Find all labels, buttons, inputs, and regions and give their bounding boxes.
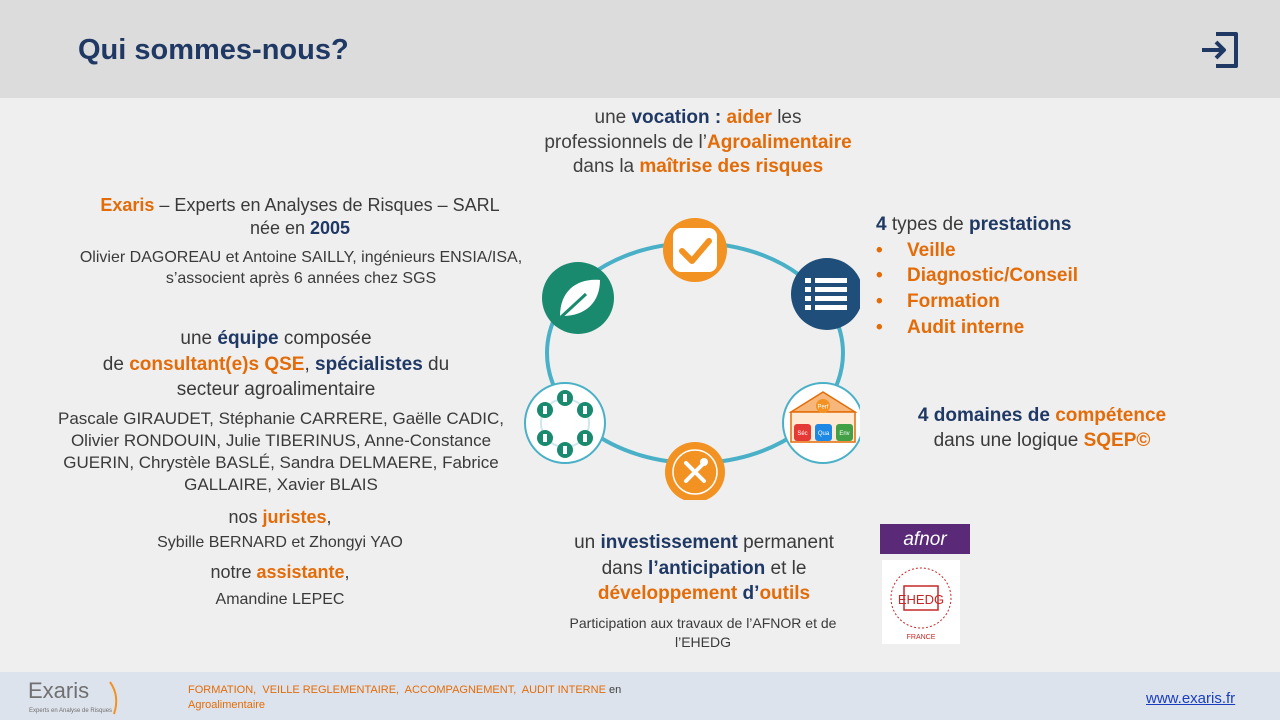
company-intro: Exaris – Experts en Analyses de Risques – SARL née en 2005 xyxy=(100,195,500,239)
juristes-names: Sybille BERNARD et Zhongyi YAO xyxy=(157,534,403,551)
website-link[interactable]: www.exaris.fr xyxy=(1146,690,1236,707)
ehedg-logo-text: EHEDG xyxy=(897,592,945,607)
services-diagram xyxy=(520,210,860,500)
afnor-logo-text: afnor xyxy=(903,529,947,550)
investissement-text: un investissement permanent dans l’anticipation et le développement d’outils xyxy=(574,532,834,605)
ehedg-country: FRANCE xyxy=(906,634,936,641)
check-icon xyxy=(663,218,727,282)
ehedg-logo xyxy=(882,560,960,644)
perf-label: Perf xyxy=(817,404,829,411)
founders-text: Olivier DAGOREAU et Antoine SAILLY, ingénieurs ENSIA/ISA, s’associent après 6 années chez SGS xyxy=(79,249,523,287)
juristes-text: nos juristes, xyxy=(228,507,332,527)
exaris-logo xyxy=(24,676,144,718)
prestations-list xyxy=(876,238,1078,341)
list-item: • Audit interne xyxy=(876,316,1025,338)
page-title: Qui sommes-nous? xyxy=(78,34,349,66)
exaris-logo-subtitle: Experts en Analyse de Risques xyxy=(29,708,113,714)
list-item: • Veille xyxy=(876,239,956,261)
vocation-text: une vocation : aider les professionnels de l’Agroalimentaire dans la maîtrise des risques xyxy=(544,107,852,178)
qua-label: Qua xyxy=(817,431,830,437)
team-icon xyxy=(525,383,605,463)
assistante-name: Amandine LEPEC xyxy=(215,591,345,608)
list-item: • Formation xyxy=(876,290,1000,312)
team-names: Pascale GIRAUDET, Stéphanie CARRERE, Gaëlle CADIC, Olivier RONDOUIN, Julie TIBERINUS, Anne-Constance GUERIN, Chrystèle BASLÉ, Sandra DELMAERE, Fabrice GALLAIRE, Xavier BLAIS xyxy=(58,409,504,495)
prestations-heading: 4 types de prestations xyxy=(876,214,1072,235)
exit-icon[interactable] xyxy=(1196,26,1244,74)
team-text: une équipe composée de consultant(e)s QSE, spécialistes du secteur agroalimentaire xyxy=(102,328,450,401)
house-domains-icon xyxy=(783,383,860,463)
afnor-logo xyxy=(880,524,970,554)
tools-icon xyxy=(665,442,725,500)
env-label: Env xyxy=(839,431,850,437)
assistante-text: notre assistante, xyxy=(210,562,350,582)
prestations-block xyxy=(876,212,1078,340)
sec-label: Séc xyxy=(797,431,808,437)
leaf-icon xyxy=(542,262,614,334)
footer-services: FORMATION, VEILLE REGLEMENTAIRE, ACCOMPAGNEMENT, AUDIT INTERNE en Agroalimentaire xyxy=(188,684,622,711)
domaines-text: 4 domaines de compétence dans une logique SQEP© xyxy=(917,405,1167,451)
participation-text: Participation aux travaux de l’AFNOR et de l’EHEDG xyxy=(569,615,837,650)
list-item: • Diagnostic/Conseil xyxy=(876,265,1079,287)
list-icon xyxy=(791,258,860,330)
exaris-logo-text: Exaris xyxy=(28,678,90,703)
